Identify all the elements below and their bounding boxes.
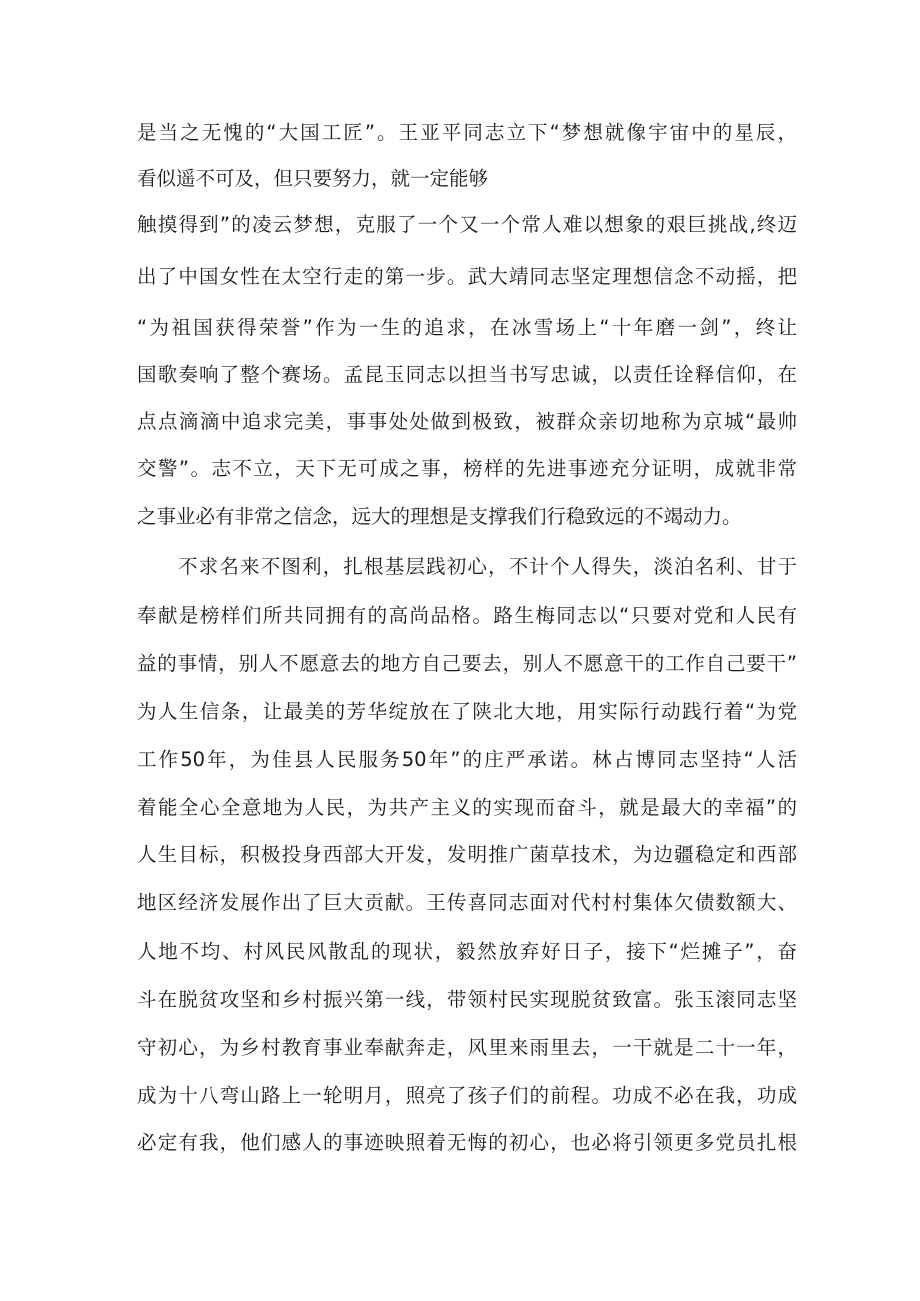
text-line: 出了中国女性在太空行走的第一步。武大靖同志坚定理想信念不动摇，把 [137,265,797,288]
text-line: 之事业必有非常之信念，远大的理想是支撑我们行稳致远的不竭动力。 [137,505,742,528]
text-line: 工作50年，为佳县人民服务50年”的庄严承诺。林占博同志坚持“人活 [137,748,797,771]
text-line: 益的事情，别人不愿意去的地方自己要去，别人不愿意干的工作自己要干” [137,652,797,675]
text-line: 人生目标，积极投身西部大开发，发明推广菌草技术，为边疆稳定和西部 [137,843,797,866]
text-line: 成为十八弯山路上一轮明月，照亮了孩子们的前程。功成不必在我，功成 [137,1084,797,1107]
text-line: 点点滴滴中追求完美，事事处处做到极致，被群众亲切地称为京城“最帅 [137,410,797,433]
text-line: 人地不均、村风民风散乱的现状，毅然放弃好日子，接下“烂摊子”，奋 [137,940,797,963]
paragraph-first-line: 不求名来不图利，扎根基层践初心，不计个人得失，淡泊名利、甘于 [178,555,797,578]
text-line: 为人生信条，让最美的芳华绽放在了陕北大地，用实际行动践行着“为党 [137,700,797,723]
text-line: 地区经济发展作出了巨大贡献。王传喜同志面对代村村集体欠债数额大、 [137,891,797,914]
text-line: 守初心，为乡村教育事业奉献奔走，风里来雨里去，一干就是二十一年， [137,1036,797,1059]
text-line: 奉献是榜样们所共同拥有的高尚品格。路生梅同志以“只要对党和人民有 [137,604,797,627]
text-line: 是当之无愧的“大国工匠”。王亚平同志立下“梦想就像宇宙中的星辰， [137,121,797,144]
text-line: 必定有我，他们感人的事迹映照着无悔的初心，也必将引领更多党员扎根 [137,1131,797,1154]
text-line: 交警”。志不立，天下无可成之事，榜样的先进事迹充分证明，成就非常 [137,457,797,480]
text-line: 着能全心全意地为人民，为共产主义的实现而奋斗，就是最大的幸福”的 [137,796,797,819]
text-line: 国歌奏响了整个赛场。孟昆玉同志以担当书写忠诚，以责任诠释信仰，在 [137,363,797,386]
text-line: “为祖国获得荣誉”作为一生的追求，在冰雪场上“十年磨一剑”，终让 [137,316,797,339]
text-line: 看似遥不可及，但只要努力，就一定能够 [137,167,489,190]
text-line: 触摸得到”的凌云梦想，克服了一个又一个常人难以想象的艰巨挑战,终迈 [137,213,797,236]
text-line: 斗在脱贫攻坚和乡村振兴第一线，带领村民实现脱贫致富。张玉滚同志坚 [137,988,797,1011]
